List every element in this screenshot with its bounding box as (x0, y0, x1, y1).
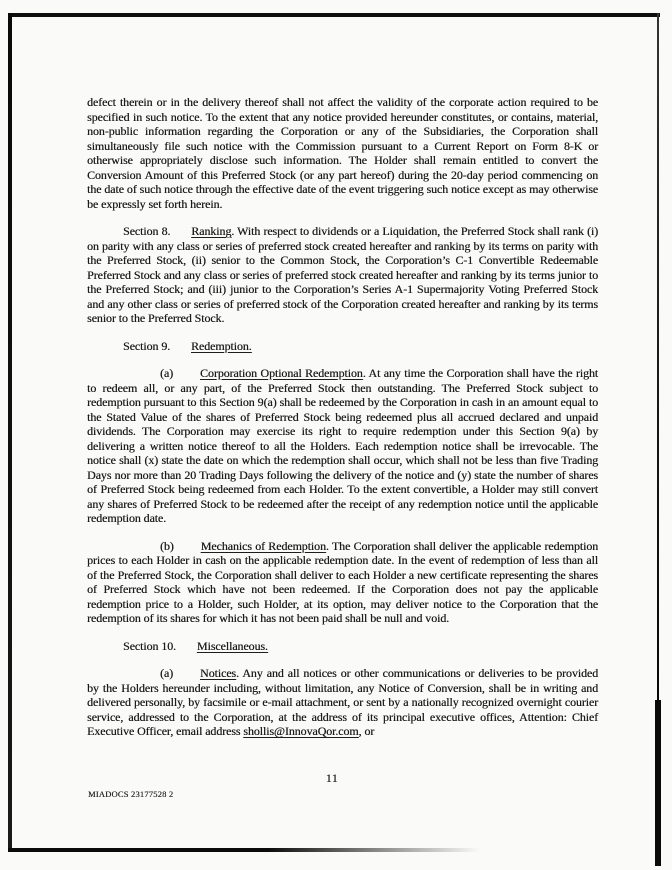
section-9a-paragraph (87, 366, 598, 526)
section-9b-body: . The Corporation shall deliver the applicable redemption prices to each Holder in cash on the applicable redemption date. In the event of redemption of less than all of the Preferred Stock, the Corporation shall deliver to each Holder a new certificate representing the shares of Preferred Stock which have not been redeemed. If the Corporation does not pay the applicable redemption price to a Holder, such Holder, at its option, may deliver notice to the Corporation that the redemption of its shares for which it has not been paid shall be null and void. (87, 538, 598, 625)
section-10a-body-after-email: , or (358, 724, 375, 738)
section-10a-body-before-email: . Any and all notices or other communications or deliveries to be provided by the Holders hereunder including, without limitation, any Notice of Conversion, shall be in writing and delivered personally, by facsimile or e-mail attachment, or sent by a nationally recognized overnight courier service, addressed to the Corporation, at the address of its principal executive offices, Attention: Chief Executive Officer, email address (87, 666, 598, 738)
document-body (87, 95, 598, 752)
section-10-label: Section 10. (123, 638, 176, 653)
section-8-title: Ranking (191, 224, 232, 238)
section-10-heading (87, 639, 598, 654)
scan-border-bottom (8, 848, 480, 852)
section-10a-title: Notices (200, 666, 236, 680)
section-9-label: Section 9. (123, 338, 170, 353)
section-10a-label: (a) (160, 666, 174, 680)
email-address: shollis@InnovaQor.com (243, 724, 359, 738)
section-9a-body: . At any time the Corporation shall have the right to redeem all, or any part, of the Preferred Stock then outstanding. The Preferred Stock subject to redemption pursuant to this Section 9(a) shall be redeemed by the Corporation in cash in an amount equal to the Stated Value of the shares of Preferred Stock being redeemed plus all accrued declared and unpaid dividends. The Corporation may exercise its right to require redemption under this Section 9(a) by delivering a written notice thereof to all the Holders. Each redemption notice shall be irrevocable. The notice shall (x) state the date on which the redemption shall occur, which shall not be less than five Trading Days nor more than 20 Trading Days following the delivery of the notice and (y) state the number of shares of Preferred Stock being redeemed from each Holder. To the extent convertible, a Holder may still convert any shares of Preferred Stock to be redeemed after the receipt of any redemption notice until the applicable redemption date. (87, 366, 598, 525)
scan-border-right-thick (655, 700, 661, 866)
section-9-heading (87, 339, 598, 354)
section-8-ranking-paragraph (87, 224, 598, 326)
section-9a-title: Corporation Optional Redemption (200, 366, 363, 380)
document-id-footer: MIADOCS 23177528 2 (88, 789, 174, 799)
scan-border-left (8, 13, 12, 851)
paragraph-notice-continuation: defect therein or in the delivery thereof shall not affect the validity of the corporate action required to be specified in such notice. To the extent that any notice provided hereunder constitutes, or contains, material, non-public information regarding the Corporation or any of the Subsidiaries, the Corporation shall simultaneously file such notice with the Commission pursuant to a Current Report on Form 8-K or otherwise appropriately disclose such information. The Holder shall remain entitled to convert the Conversion Amount of this Preferred Stock (or any part hereof) during the 20-day period commencing on the date of such notice through the effective date of the event triggering such notice except as may otherwise be expressly set forth herein. (87, 95, 598, 211)
section-9b-label: (b) (160, 538, 174, 553)
section-8-body: . With respect to dividends or a Liquidation, the Preferred Stock shall rank (i) on parity with any class or series of preferred stock created hereafter and ranking by its terms on parity with the Preferred Stock, (ii) senior to the Common Stock, the Corporation’s C-1 Convertible Redeemable Preferred Stock and any class or series of preferred stock created hereafter and ranking by its terms junior to the Preferred Stock; and (iii) junior to the Corporation’s Series A-1 Supermajority Voting Preferred Stock and any other class or series of preferred stock of the Corporation created hereafter and ranking by its terms senior to the Preferred Stock. (87, 224, 598, 325)
section-10-title: Miscellaneous. (196, 638, 268, 653)
section-8-label: Section 8. (123, 224, 171, 238)
section-9b-title: Mechanics of Redemption (200, 538, 326, 553)
scan-border-top (8, 13, 660, 17)
section-10a-paragraph (87, 666, 598, 739)
section-9-title: Redemption. (191, 338, 252, 353)
page-number: 11 (325, 771, 339, 785)
section-9b-paragraph (87, 539, 598, 626)
section-9a-label: (a) (160, 366, 174, 380)
